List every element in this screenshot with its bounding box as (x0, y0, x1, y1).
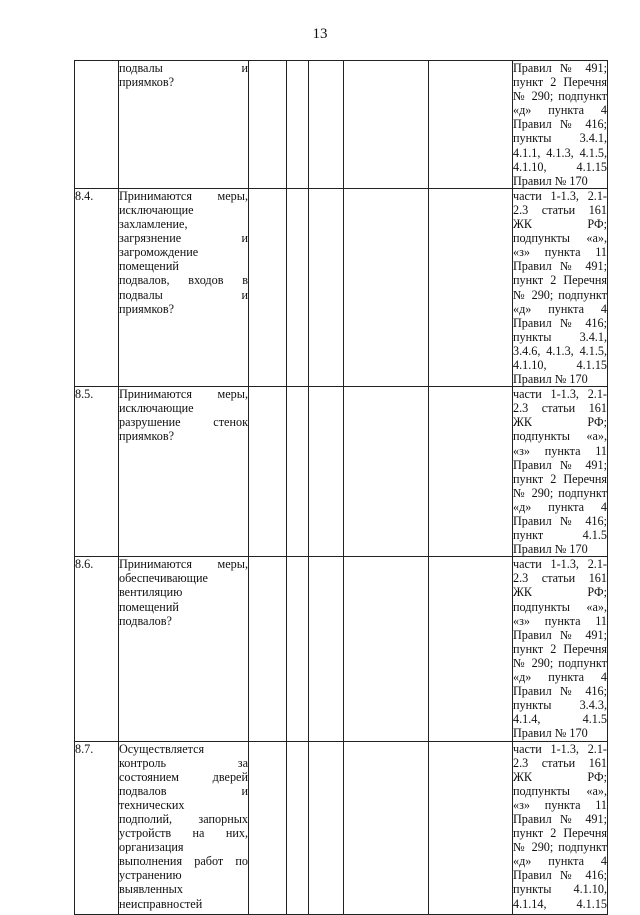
empty-answer-cell (249, 741, 287, 914)
question-line: захламление, (119, 217, 188, 232)
reference-line: Правил № 416; (513, 117, 607, 132)
question-line: организация (119, 840, 184, 855)
item-number: 8.7. (75, 741, 119, 914)
legal-reference-cell (513, 188, 608, 386)
page-number: 13 (312, 26, 328, 42)
empty-answer-cell (309, 61, 344, 189)
reference-line: 4.1.10, 4.1.15 (513, 159, 607, 174)
reference-line: Правил № 416; (513, 868, 607, 883)
empty-answer-cell (309, 387, 344, 557)
reference-line: 2.3 статьи 161 (513, 571, 607, 586)
empty-answer-cell (429, 387, 513, 557)
reference-line: Правил № 491; (513, 259, 607, 274)
reference-line: «з» пункта 11 (513, 797, 607, 812)
empty-answer-cell (344, 557, 429, 741)
item-number: 8.4. (75, 188, 119, 386)
question-line: выявленных (119, 882, 183, 897)
question-line: подполий, запорных (119, 811, 248, 826)
reference-line: пункт 2 Перечня (513, 273, 607, 288)
question-line: контроль за (119, 755, 248, 770)
reference-line: 4.1.1, 4.1.3, 4.1.5, (513, 145, 607, 160)
empty-answer-cell (287, 387, 309, 557)
reference-line: подпункты «а», (513, 429, 607, 444)
question-line: обеспечивающие (119, 571, 208, 586)
empty-answer-cell (287, 741, 309, 914)
empty-answer-cell (344, 387, 429, 557)
reference-line: «д» пункта 4 (513, 670, 607, 685)
reference-line: Правил № 170 (513, 372, 588, 387)
reference-line: части 1-1.3, 2.1- (513, 557, 607, 572)
empty-answer-cell (429, 557, 513, 741)
reference-line: «з» пункта 11 (513, 245, 607, 260)
reference-line: 4.1.4, 4.1.5 (513, 712, 607, 727)
reference-line: Правил № 491; (513, 457, 607, 472)
question-line: вентиляцию (119, 585, 183, 600)
reference-line: пункты 4.1.10, (513, 882, 607, 897)
question-cell (119, 741, 249, 914)
reference-line: пункт 2 Перечня (513, 471, 607, 486)
reference-line: Правил № 170 (513, 726, 588, 741)
reference-line: пункт 2 Перечня (513, 641, 607, 656)
question-line: устранению (119, 868, 182, 883)
item-number: 8.6. (75, 557, 119, 741)
reference-line: «д» пункта 4 (513, 499, 607, 514)
question-line: разрушение стенок (119, 415, 248, 430)
legal-reference-cell (513, 741, 608, 914)
question-line: помещений (119, 259, 179, 274)
reference-line: № 290; подпункт (513, 840, 607, 855)
empty-answer-cell (309, 741, 344, 914)
empty-answer-cell (287, 61, 309, 189)
question-line: помещений (119, 599, 179, 614)
empty-answer-cell (344, 61, 429, 189)
reference-line: части 1-1.3, 2.1- (513, 188, 607, 203)
reference-line: 4.1.14, 4.1.15 (513, 896, 607, 911)
reference-line: подпункты «а», (513, 231, 607, 246)
question-line: исключающие (119, 401, 194, 416)
item-number: 8.5. (75, 387, 119, 557)
empty-answer-cell (429, 741, 513, 914)
empty-answer-cell (249, 387, 287, 557)
reference-line: части 1-1.3, 2.1- (513, 387, 607, 402)
question-line: устройств на них, (119, 826, 248, 841)
question-line: состоянием дверей (119, 769, 248, 784)
empty-answer-cell (287, 188, 309, 386)
reference-line: Правил № 170 (513, 542, 588, 557)
reference-line: № 290; подпункт (513, 485, 607, 500)
reference-line: ЖК РФ; (513, 415, 607, 430)
reference-line: пункты 3.4.1, (513, 131, 607, 146)
reference-line: пункт 2 Перечня (513, 75, 607, 90)
reference-line: пункт 4.1.5 (513, 528, 607, 543)
reference-line: Правил № 416; (513, 684, 607, 699)
reference-line: пункты 3.4.3, (513, 698, 607, 713)
empty-answer-cell (309, 557, 344, 741)
question-line: выполнения работ по (119, 854, 248, 869)
table-row (75, 188, 608, 386)
legal-reference-cell (513, 387, 608, 557)
legal-reference-cell (513, 61, 608, 189)
reference-line: 3.4.6, 4.1.3, 4.1.5, (513, 343, 607, 358)
reference-line: 2.3 статьи 161 (513, 401, 607, 416)
question-line: неисправностей (119, 896, 203, 911)
item-number (75, 61, 119, 189)
reference-line: № 290; подпункт (513, 287, 607, 302)
reference-line: «д» пункта 4 (513, 301, 607, 316)
question-line: Принимаются меры, (119, 557, 248, 572)
reference-line: ЖК РФ; (513, 585, 607, 600)
reference-line: ЖК РФ; (513, 769, 607, 784)
empty-answer-cell (429, 61, 513, 189)
question-line: загрязнение и (119, 231, 248, 246)
reference-line: «з» пункта 11 (513, 613, 607, 628)
question-cell (119, 557, 249, 741)
reference-line: Правил № 416; (513, 315, 607, 330)
table-row (75, 61, 608, 189)
table-row (75, 741, 608, 914)
question-line: Принимаются меры, (119, 188, 248, 203)
question-line: исключающие (119, 202, 194, 217)
reference-line: части 1-1.3, 2.1- (513, 741, 607, 756)
question-line: технических (119, 797, 185, 812)
reference-line: Правил № 491; (513, 811, 607, 826)
table-row (75, 387, 608, 557)
reference-line: ЖК РФ; (513, 217, 607, 232)
question-line: подвалов и (119, 783, 248, 798)
empty-answer-cell (429, 188, 513, 386)
reference-line: пункт 2 Перечня (513, 826, 607, 841)
reference-line: «д» пункта 4 (513, 103, 607, 118)
reference-line: № 290; подпункт (513, 655, 607, 670)
question-line: Принимаются меры, (119, 387, 248, 402)
question-cell (119, 188, 249, 386)
question-line: приямков? (119, 75, 175, 90)
empty-answer-cell (309, 188, 344, 386)
reference-line: Правил № 170 (513, 173, 588, 188)
reference-line: Правил № 491; (513, 627, 607, 642)
question-line: приямков? (119, 429, 175, 444)
question-line: загромождение (119, 245, 199, 260)
empty-answer-cell (249, 188, 287, 386)
reference-line: 4.1.10, 4.1.15 (513, 357, 607, 372)
empty-answer-cell (344, 188, 429, 386)
reference-line: подпункты «а», (513, 599, 607, 614)
reference-line: «з» пункта 11 (513, 443, 607, 458)
empty-answer-cell (249, 61, 287, 189)
reference-line: пункты 3.4.1, (513, 329, 607, 344)
empty-answer-cell (287, 557, 309, 741)
reference-line: «д» пункта 4 (513, 854, 607, 869)
reference-line: 2.3 статьи 161 (513, 755, 607, 770)
checklist-table (74, 60, 608, 915)
reference-line: 2.3 статьи 161 (513, 202, 607, 217)
table-row (75, 557, 608, 741)
empty-answer-cell (344, 741, 429, 914)
question-cell (119, 387, 249, 557)
question-line: подвалов? (119, 613, 172, 628)
question-line: подвалов, входов в (119, 273, 248, 288)
reference-line: Правил № 416; (513, 514, 607, 528)
empty-answer-cell (249, 557, 287, 741)
reference-line: № 290; подпункт (513, 89, 607, 104)
question-line: подвалы и (119, 61, 248, 75)
reference-line: Правил № 491; (513, 61, 607, 75)
question-cell (119, 61, 249, 189)
question-line: приямков? (119, 301, 175, 316)
question-line: Осуществляется (119, 741, 205, 756)
legal-reference-cell (513, 557, 608, 741)
reference-line: подпункты «а», (513, 783, 607, 798)
question-line: подвалы и (119, 287, 248, 302)
